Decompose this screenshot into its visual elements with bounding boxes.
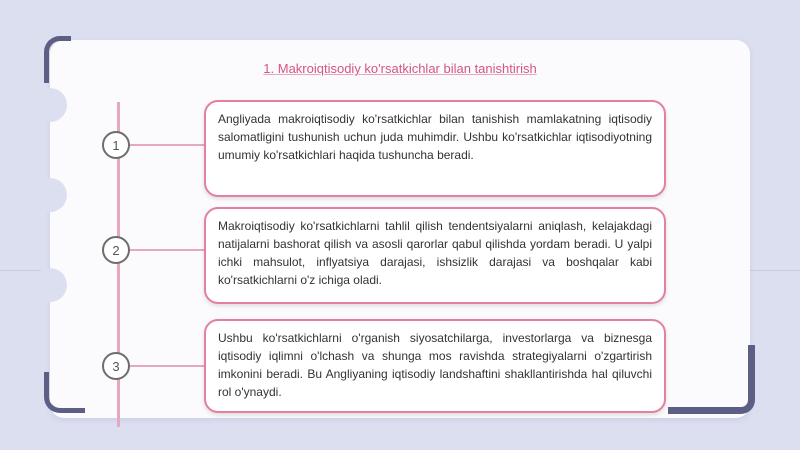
frame-corner-bottom-right — [668, 345, 755, 414]
step-marker-2: 2 — [102, 236, 130, 264]
frame-corner-bottom-left — [44, 372, 85, 413]
binder-hole — [33, 268, 67, 302]
card-text: Makroiqtisodiy ko'rsatkichlarni tahlil qilish tendentsiyalarni aniqlash, kelajakdagi natijalarni bashorat qilish va asosli qarorlar qabul qilishda yordam beradi. U yalpi ichki mahsulot, inflyatsiya darajasi, ishsizlik darajasi va boshqalar kabi ko'rsatkichlarni o'z ichiga oladi. — [218, 219, 652, 287]
card-text: Ushbu ko'rsatkichlarni o'rganish siyosatchilarga, investorlarga va biznesga iqtisodiy iqlimni o'lchash va shunga mos ravishda strategiyalarni o'zgartirish imkonini beradi. Bu Angliyaning iqtisodiy landshaftini shakllantirishda hal qiluvchi rol o'ynaydi. — [218, 331, 652, 399]
timeline-connector — [130, 249, 206, 251]
binder-hole — [33, 178, 67, 212]
info-card-2 — [204, 207, 666, 304]
timeline-connector — [130, 365, 206, 367]
slide-title: 1. Makroiqtisodiy ko'rsatkichlar bilan tanishtirish — [263, 61, 537, 76]
timeline-connector — [130, 144, 206, 146]
step-marker-1: 1 — [102, 131, 130, 159]
info-card-3 — [204, 319, 666, 413]
card-text: Angliyada makroiqtisodiy ko'rsatkichlar bilan tanishish mamlakatning iqtisodiy salomatligini tushunish uchun juda muhimdir. Ushbu ko'rsatkichlar iqtisodiyotning umumiy ko'rsatkichlari haqida tushuncha beradi. — [218, 112, 652, 162]
binder-hole — [33, 88, 67, 122]
step-marker-3: 3 — [102, 352, 130, 380]
info-card-1 — [204, 100, 666, 197]
